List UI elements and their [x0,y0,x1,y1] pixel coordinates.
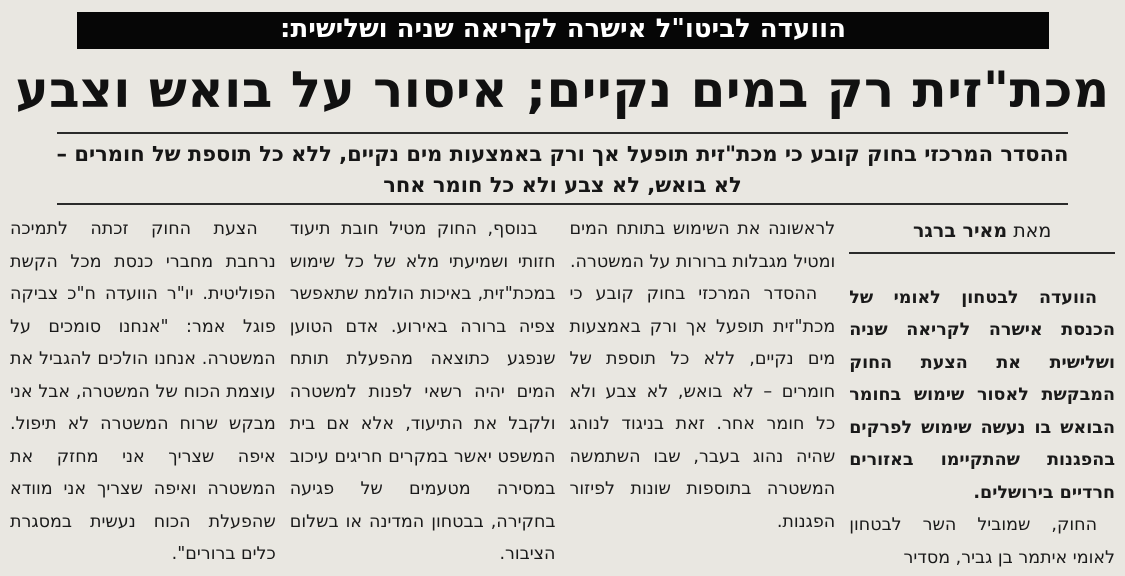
kicker-text: הוועדה לביטו"ל אישרה לקריאה שניה ושלישית: [280,14,846,44]
article-column-3 [290,213,556,576]
paragraph-continuation: לראשונה את השימוש בתותח המים ומטיל מגבלות ברורות על המשטרה. [569,219,836,272]
subheadline-line-2: לא בואש, לא צבע ולא כל חומר אחר [383,173,742,197]
byline-author: מאיר ברגר [912,220,1008,242]
subheadline-line-1: ההסדר המרכזי בחוק קובע כי מכת"זית תופעל אך ורק באמצעות מים נקיים, ללא כל תוספת של חומרים – [56,142,1069,166]
paragraph: ההסדר המרכזי בחוק קובע כי מכת"זית תופעל אך ורק באמצעות מים נקיים, ללא כל תוספת של חומרים – לא בואש, לא צבע ולא כל חומר אחר. זאת בניגוד לנוהג שהיה נהוג בעבר, שבו השתמשה המשטרה בתוספות שונות לפיזור הפגנות. [569,284,836,532]
divider-under-headline [57,132,1068,134]
article-column-4 [10,213,276,576]
headline: מכת"זית רק במים נקיים; איסור על בואש וצבע [15,61,1110,119]
paragraph-lede: הוועדה לבטחון לאומי של הכנסת אישרה לקריאה שניה ושלישית את הצעת החוק המבקשת לאסור שימוש בחומר הבואש בו נעשה שימוש לפרקים בהפגנות שהתקיימו באזורים חרדיים בירושלים. [849,287,1115,503]
paragraph: החוק, שמוביל השר לבטחון לאומי איתמר בן גביר, מסדיר [849,515,1115,568]
paragraph-quote: הצעת החוק זכתה לתמיכה נרחבת מחברי כנסת מכל הקשת הפוליטית. יו"ר הוועדה ח"כ צביקה פוגל אמר: "אנחנו סומכים על המשטרה. אנחנו הולכים להגביל את עוצמת הכוח של המשטרה, אבל אני מבקש שרוח המשטרה לא תיפול. איפה שצריך אני מחזק את המשטרה ואיפה שצריך אני מוודא שהפעלת הכוח נעשית במסגרת כלים ברורים". [10,219,276,564]
divider-under-subhead [57,203,1068,205]
article-body [10,213,1115,576]
paragraph: בנוסף, החוק מטיל חובת תיעוד חזותי ושמיעתי מלא של כל שימוש במכת"זית, באיכות הולמת שתאפשר צפיה ברורה באירוע. אדם הטוען שנפגע כתוצאה מהפעלת תותח המים יהיה רשאי לפנות למשטרה ולקבל את התיעוד, אלא אם בית המשפט יאשר במקרים חריגים עיכוב במסירה מטעמים של פגיעה בחקירה, בבטחון המדינה או בשלום הציבור. [289,219,556,564]
byline-prefix: מאת [1013,220,1052,242]
subheadline [5,139,1120,201]
article-column-1 [849,213,1115,576]
article-column-2 [570,213,836,576]
kicker-banner [77,12,1049,49]
byline [849,213,1115,254]
